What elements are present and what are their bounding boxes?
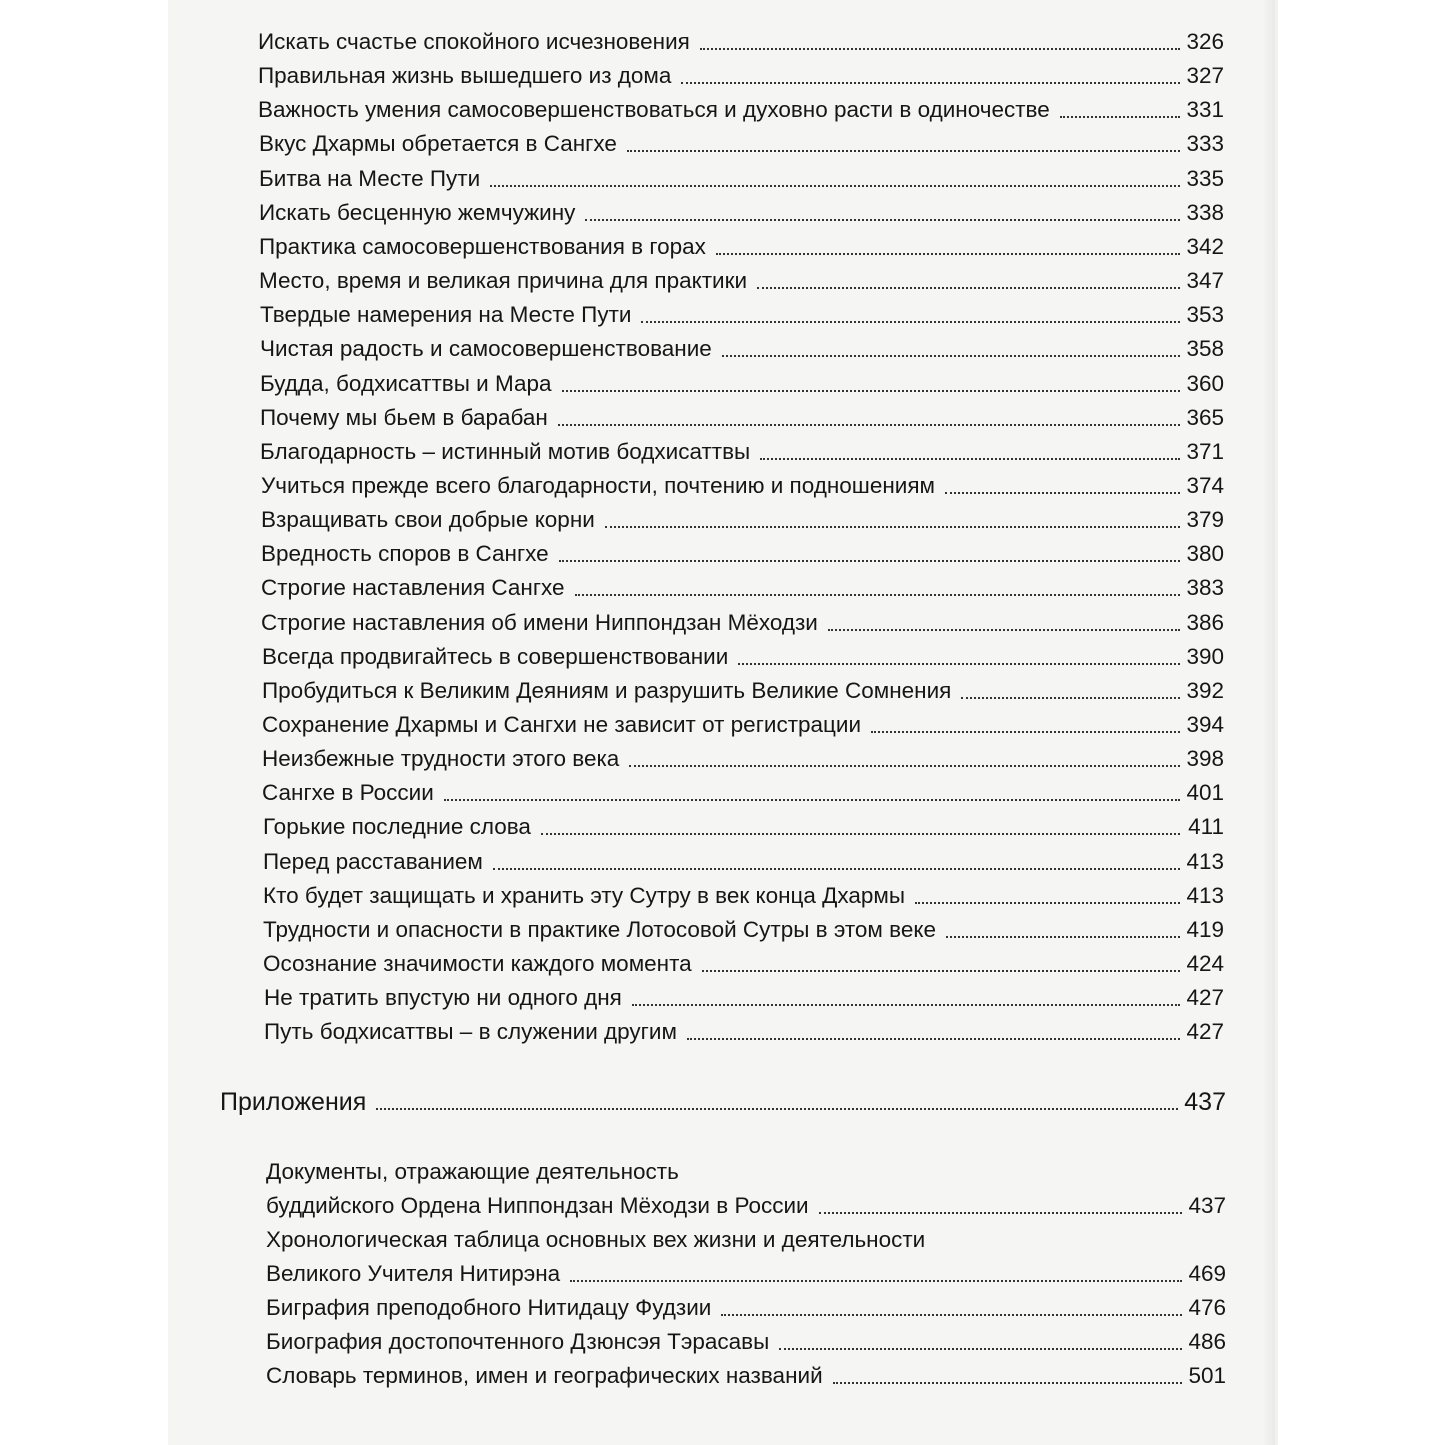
toc-entry — [262, 739, 1224, 773]
page-number: 335 — [1186, 166, 1224, 191]
entry-title: Документы, отражающие деятельность — [266, 1159, 679, 1184]
toc-entry — [263, 807, 1224, 841]
page-number: 347 — [1186, 268, 1224, 293]
dot-leader — [945, 492, 1180, 494]
page-number: 365 — [1186, 405, 1224, 430]
page-number: 360 — [1186, 371, 1224, 396]
page-number: 386 — [1186, 610, 1224, 635]
entry-title: Всегда продвигайтесь в совершенствовании — [262, 644, 729, 669]
toc-entry — [259, 124, 1224, 158]
entry-title: Биграфия преподобного Нитидацу Фудзии — [266, 1295, 712, 1320]
dot-leader — [760, 458, 1180, 460]
entry-title: Почему мы бьем в барабан — [260, 405, 548, 430]
page-number: 333 — [1186, 131, 1224, 156]
dot-leader — [687, 1038, 1180, 1040]
toc-entry — [261, 466, 1224, 500]
toc-entry — [261, 568, 1224, 602]
entry-title: Путь бодхисаттвы – в служении другим — [264, 1019, 677, 1044]
dot-leader — [828, 629, 1180, 631]
page-number: 486 — [1188, 1329, 1226, 1354]
page-number: 437 — [1188, 1193, 1226, 1218]
toc-appendix-entry — [266, 1322, 1226, 1356]
dot-leader — [493, 868, 1180, 870]
entry-title: Важность умения самосовершенствоваться и духовно расти в одиночестве — [258, 97, 1050, 122]
toc-entry-first-line — [266, 1220, 1226, 1254]
entry-title: Вредность споров в Сангхе — [261, 541, 549, 566]
entry-title: Строгие наставления об имени Ниппондзан Мёходзи — [261, 610, 818, 635]
entry-title: Твердые намерения на Месте Пути — [260, 302, 632, 327]
entry-title: Взращивать свои добрые корни — [261, 507, 595, 532]
toc-entry — [260, 364, 1224, 398]
toc-entry — [262, 773, 1224, 807]
toc-entry — [263, 842, 1224, 876]
entry-title: Битва на Месте Пути — [259, 166, 481, 191]
toc-entry — [261, 603, 1224, 637]
page-number: 326 — [1186, 29, 1224, 54]
toc-entry — [263, 910, 1224, 944]
dot-leader — [961, 697, 1180, 699]
dot-leader — [605, 526, 1180, 528]
toc-appendix-entry — [266, 1254, 1226, 1288]
dot-leader — [570, 1280, 1182, 1282]
toc-entry — [261, 500, 1224, 534]
dot-leader — [641, 321, 1180, 323]
toc-entry — [260, 329, 1224, 363]
page-number: 383 — [1186, 575, 1224, 600]
dot-leader — [541, 833, 1180, 835]
toc-entry — [260, 398, 1224, 432]
dot-leader — [1060, 116, 1180, 118]
toc-entry — [264, 1012, 1224, 1046]
dot-leader — [915, 902, 1180, 904]
toc-entry — [260, 432, 1224, 466]
page-number: 424 — [1186, 951, 1224, 976]
entry-title: Сохранение Дхармы и Сангхи не зависит от регистрации — [262, 712, 862, 737]
toc-entry — [261, 534, 1224, 568]
toc-section-heading — [220, 1082, 1226, 1116]
toc-entry — [258, 22, 1224, 56]
entry-title: буддийского Ордена Ниппондзан Мёходзи в России — [266, 1193, 809, 1218]
dot-leader — [490, 185, 1180, 187]
dot-leader — [722, 355, 1180, 357]
toc-appendix-entry — [266, 1356, 1226, 1390]
entry-title: Кто будет защищать и хранить эту Сутру в век конца Дхармы — [263, 883, 906, 908]
toc-entry — [262, 705, 1224, 739]
toc-entry-first-line — [266, 1152, 1226, 1186]
page-number: 390 — [1186, 644, 1224, 669]
entry-title: Благодарность – истинный мотив бодхисаттвы — [260, 439, 751, 464]
entry-title: Место, время и великая причина для практики — [259, 268, 748, 293]
dot-leader — [702, 970, 1180, 972]
page-number: 427 — [1186, 1019, 1224, 1044]
entry-title: Искать бесценную жемчужину — [259, 200, 576, 225]
toc-appendix-entry — [266, 1186, 1226, 1220]
dot-leader — [444, 799, 1180, 801]
page-number: 501 — [1188, 1363, 1226, 1388]
dot-leader — [629, 765, 1180, 767]
entry-title: Горькие последние слова — [263, 814, 531, 839]
page-number: 437 — [1184, 1088, 1226, 1116]
toc-entry — [262, 637, 1224, 671]
dot-leader — [376, 1108, 1178, 1110]
dot-leader — [871, 731, 1180, 733]
entry-title: Искать счастье спокойного исчезновения — [258, 29, 690, 54]
page-number: 353 — [1186, 302, 1224, 327]
dot-leader — [833, 1382, 1182, 1384]
dot-leader — [681, 82, 1180, 84]
page-number: 327 — [1186, 63, 1224, 88]
page-number: 358 — [1186, 336, 1224, 361]
page-number: 331 — [1186, 97, 1224, 122]
dot-leader — [559, 560, 1180, 562]
toc-entry — [263, 944, 1224, 978]
entry-title: Вкус Дхармы обретается в Сангхе — [259, 131, 617, 156]
entry-title: Будда, бодхисаттвы и Мара — [260, 371, 552, 396]
entry-title: Перед расставанием — [263, 849, 483, 874]
dot-leader — [627, 150, 1180, 152]
toc-entry — [259, 159, 1224, 193]
page-number: 413 — [1186, 849, 1224, 874]
toc-entry — [258, 90, 1224, 124]
page-number: 374 — [1186, 473, 1224, 498]
dot-leader — [700, 48, 1180, 50]
toc-entry — [259, 193, 1224, 227]
page-number: 338 — [1186, 200, 1224, 225]
toc-entry — [258, 56, 1224, 90]
page-number: 379 — [1186, 507, 1224, 532]
entry-title: Великого Учителя Нитирэна — [266, 1261, 561, 1286]
dot-leader — [946, 936, 1180, 938]
dot-leader — [721, 1314, 1182, 1316]
page-number: 413 — [1186, 883, 1224, 908]
toc-entry — [264, 978, 1224, 1012]
entry-title: Неизбежные трудности этого века — [262, 746, 620, 771]
page-number: 411 — [1188, 814, 1224, 839]
dot-leader — [558, 424, 1180, 426]
page-number: 419 — [1186, 917, 1224, 942]
toc-entry — [262, 671, 1224, 705]
entry-title: Приложения — [220, 1088, 367, 1116]
entry-title: Практика самосовершенствования в горах — [259, 234, 706, 259]
entry-title: Хронологическая таблица основных вех жизни и деятельности — [266, 1227, 926, 1252]
entry-title: Трудности и опасности в практике Лотосовой Сутры в этом веке — [263, 917, 936, 942]
toc-entry — [263, 876, 1224, 910]
dot-leader — [716, 253, 1180, 255]
toc-entry — [259, 261, 1224, 295]
page-number: 342 — [1186, 234, 1224, 259]
toc-appendix-entry — [266, 1288, 1226, 1322]
dot-leader — [738, 663, 1180, 665]
page-number: 427 — [1186, 985, 1224, 1010]
entry-title: Правильная жизнь вышедшего из дома — [258, 63, 672, 88]
page-number: 398 — [1186, 746, 1224, 771]
entry-title: Пробудиться к Великим Деяниям и разрушить Великие Сомнения — [262, 678, 952, 703]
dot-leader — [585, 219, 1180, 221]
entry-title: Словарь терминов, имен и географических названий — [266, 1363, 823, 1388]
page-number: 476 — [1188, 1295, 1226, 1320]
entry-title: Строгие наставления Сангхе — [261, 575, 565, 600]
page-number: 394 — [1186, 712, 1224, 737]
dot-leader — [562, 390, 1180, 392]
page-number: 380 — [1186, 541, 1224, 566]
dot-leader — [779, 1348, 1182, 1350]
page-number: 371 — [1186, 439, 1224, 464]
toc-entry — [260, 295, 1224, 329]
page-number: 392 — [1186, 678, 1224, 703]
dot-leader — [819, 1212, 1182, 1214]
dot-leader — [632, 1004, 1180, 1006]
entry-title: Чистая радость и самосовершенствование — [260, 336, 712, 361]
toc-entry — [259, 227, 1224, 261]
entry-title: Сангхе в России — [262, 780, 434, 805]
entry-title: Учиться прежде всего благодарности, почтению и подношениям — [261, 473, 936, 498]
page-number: 469 — [1188, 1261, 1226, 1286]
dot-leader — [575, 594, 1180, 596]
dot-leader — [757, 287, 1180, 289]
page-number: 401 — [1186, 780, 1224, 805]
entry-title: Осознание значимости каждого момента — [263, 951, 692, 976]
entry-title: Не тратить впустую ни одного дня — [264, 985, 622, 1010]
entry-title: Биография достопочтенного Дзюнсэя Тэрасавы — [266, 1329, 770, 1354]
